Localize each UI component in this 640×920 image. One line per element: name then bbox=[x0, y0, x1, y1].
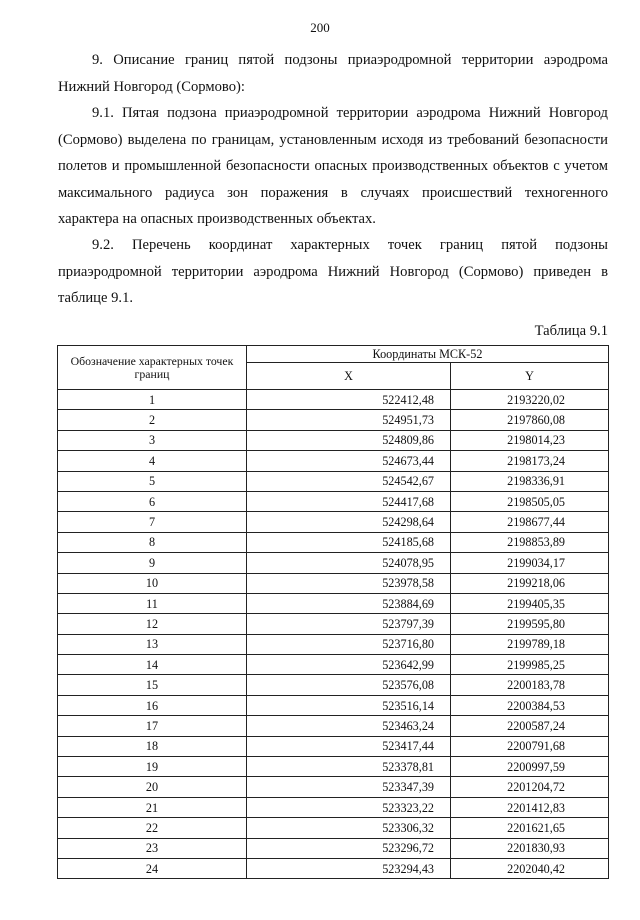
point-id-cell: 3 bbox=[58, 430, 247, 450]
coord-x-cell: 523378,81 bbox=[247, 757, 451, 777]
coord-x-cell: 524298,64 bbox=[247, 512, 451, 532]
table-row bbox=[58, 838, 609, 858]
coord-x-cell: 523576,08 bbox=[247, 675, 451, 695]
point-id-cell: 16 bbox=[58, 695, 247, 715]
coord-y-cell: 2198014,23 bbox=[451, 430, 609, 450]
coord-y-cell: 2193220,02 bbox=[451, 390, 609, 410]
point-id-cell: 5 bbox=[58, 471, 247, 491]
table-row bbox=[58, 757, 609, 777]
coord-x-cell: 523417,44 bbox=[247, 736, 451, 756]
point-id-cell: 2 bbox=[58, 410, 247, 430]
table-row bbox=[58, 471, 609, 491]
coord-y-cell: 2199218,06 bbox=[451, 573, 609, 593]
coord-y-cell: 2200384,53 bbox=[451, 695, 609, 715]
paragraph-9-2: 9.2. Перечень координат характерных точек границ пятой подзоны приаэродромной территории аэродрома Нижний Новгород (Сормово) приведен в таблице 9.1. bbox=[58, 237, 608, 306]
coord-y-cell: 2201830,93 bbox=[451, 838, 609, 858]
point-id-cell: 7 bbox=[58, 512, 247, 532]
table-row bbox=[58, 512, 609, 532]
point-id-cell: 21 bbox=[58, 797, 247, 817]
coord-x-cell: 523797,39 bbox=[247, 614, 451, 634]
coordinates-table bbox=[57, 345, 609, 879]
coord-x-cell: 523642,99 bbox=[247, 655, 451, 675]
coord-x-cell: 523463,24 bbox=[247, 716, 451, 736]
table-row bbox=[58, 634, 609, 654]
table-row bbox=[58, 655, 609, 675]
point-id-cell: 19 bbox=[58, 757, 247, 777]
coord-y-cell: 2199034,17 bbox=[451, 553, 609, 573]
coord-y-cell: 2198173,24 bbox=[451, 451, 609, 471]
table-row bbox=[58, 614, 609, 634]
table-header bbox=[58, 346, 609, 390]
coord-x-cell: 523306,32 bbox=[247, 818, 451, 838]
table-row bbox=[58, 858, 609, 878]
point-id-cell: 6 bbox=[58, 491, 247, 511]
table-row bbox=[58, 818, 609, 838]
coord-y-cell: 2200183,78 bbox=[451, 675, 609, 695]
coord-x-cell: 523516,14 bbox=[247, 695, 451, 715]
table-row bbox=[58, 675, 609, 695]
coord-y-cell: 2197860,08 bbox=[451, 410, 609, 430]
coord-x-cell: 523294,43 bbox=[247, 858, 451, 878]
coord-y-cell: 2198505,05 bbox=[451, 491, 609, 511]
coord-x-cell: 522412,48 bbox=[247, 390, 451, 410]
point-id-cell: 1 bbox=[58, 390, 247, 410]
point-id-cell: 24 bbox=[58, 858, 247, 878]
coord-y-cell: 2198677,44 bbox=[451, 512, 609, 532]
table-row bbox=[58, 777, 609, 797]
header-points: Обозначение характерных точек границ bbox=[58, 346, 247, 390]
table-row bbox=[58, 695, 609, 715]
page-number: 200 bbox=[310, 20, 330, 35]
coord-x-cell: 524951,73 bbox=[247, 410, 451, 430]
table-row bbox=[58, 553, 609, 573]
table-row bbox=[58, 451, 609, 471]
coord-x-cell: 524809,86 bbox=[247, 430, 451, 450]
table-row bbox=[58, 532, 609, 552]
table-row bbox=[58, 430, 609, 450]
table-row bbox=[58, 593, 609, 613]
coord-x-cell: 523884,69 bbox=[247, 593, 451, 613]
coord-y-cell: 2201204,72 bbox=[451, 777, 609, 797]
point-id-cell: 14 bbox=[58, 655, 247, 675]
coord-x-cell: 524078,95 bbox=[247, 553, 451, 573]
point-id-cell: 12 bbox=[58, 614, 247, 634]
coord-x-cell: 523323,22 bbox=[247, 797, 451, 817]
coord-y-cell: 2199405,35 bbox=[451, 593, 609, 613]
point-id-cell: 10 bbox=[58, 573, 247, 593]
coord-y-cell: 2198853,89 bbox=[451, 532, 609, 552]
header-coordinates: Координаты МСК-52 bbox=[247, 346, 609, 363]
table-row bbox=[58, 410, 609, 430]
coord-y-cell: 2201621,65 bbox=[451, 818, 609, 838]
table-row bbox=[58, 390, 609, 410]
section-title: 9. Описание границ пятой подзоны приаэродромной территории аэродрома Нижний Новгород (Сормово): bbox=[58, 52, 608, 95]
coord-x-cell: 523716,80 bbox=[247, 634, 451, 654]
point-id-cell: 22 bbox=[58, 818, 247, 838]
point-id-cell: 13 bbox=[58, 634, 247, 654]
coord-y-cell: 2199789,18 bbox=[451, 634, 609, 654]
point-id-cell: 18 bbox=[58, 736, 247, 756]
point-id-cell: 15 bbox=[58, 675, 247, 695]
paragraph-9-1: 9.1. Пятая подзона приаэродромной территории аэродрома Нижний Новгород (Сормово) выделена по границам, установленным исходя из требований безопасности полетов и промышленной безопасности опасных производственных объектов с учетом максимального радиуса зон поражения в случаях происшествий техногенного характера на опасных производственных объектах. bbox=[58, 105, 608, 227]
point-id-cell: 17 bbox=[58, 716, 247, 736]
point-id-cell: 8 bbox=[58, 532, 247, 552]
coord-x-cell: 524673,44 bbox=[247, 451, 451, 471]
coord-y-cell: 2201412,83 bbox=[451, 797, 609, 817]
coord-x-cell: 523296,72 bbox=[247, 838, 451, 858]
coord-x-cell: 524417,68 bbox=[247, 491, 451, 511]
point-id-cell: 20 bbox=[58, 777, 247, 797]
coord-x-cell: 523347,39 bbox=[247, 777, 451, 797]
coord-y-cell: 2200791,68 bbox=[451, 736, 609, 756]
table-row bbox=[58, 736, 609, 756]
table-caption: Таблица 9.1 bbox=[534, 323, 608, 339]
table-row bbox=[58, 797, 609, 817]
coord-y-cell: 2200587,24 bbox=[451, 716, 609, 736]
coord-x-cell: 524542,67 bbox=[247, 471, 451, 491]
table-body bbox=[58, 390, 609, 879]
point-id-cell: 4 bbox=[58, 451, 247, 471]
header-x: X bbox=[247, 363, 451, 390]
coord-y-cell: 2200997,59 bbox=[451, 757, 609, 777]
table-row bbox=[58, 573, 609, 593]
point-id-cell: 11 bbox=[58, 593, 247, 613]
table-row bbox=[58, 716, 609, 736]
header-y: Y bbox=[451, 363, 609, 390]
coord-y-cell: 2202040,42 bbox=[451, 858, 609, 878]
coord-y-cell: 2198336,91 bbox=[451, 471, 609, 491]
table-row bbox=[58, 491, 609, 511]
point-id-cell: 23 bbox=[58, 838, 247, 858]
coord-y-cell: 2199985,25 bbox=[451, 655, 609, 675]
coord-x-cell: 524185,68 bbox=[247, 532, 451, 552]
coord-y-cell: 2199595,80 bbox=[451, 614, 609, 634]
point-id-cell: 9 bbox=[58, 553, 247, 573]
coord-x-cell: 523978,58 bbox=[247, 573, 451, 593]
